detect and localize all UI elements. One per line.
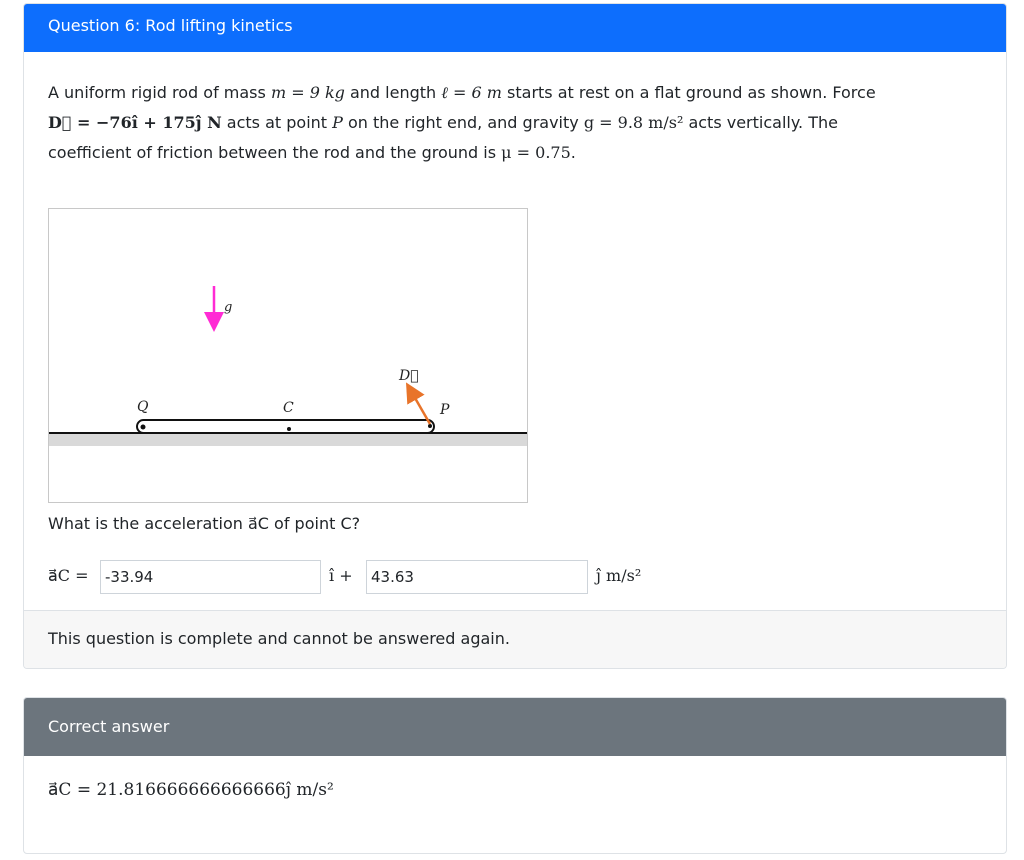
correct-answer-expression: a⃗C = 21.816666666666666ȷ̂ m/s² — [48, 780, 334, 800]
correct-answer-body — [24, 756, 1006, 800]
point-q-marker — [141, 425, 146, 430]
point-p-marker — [428, 424, 432, 428]
statement-text: starts at rest on a flat ground as shown. Force — [501, 83, 876, 102]
statement-text: on the right end, and gravity — [342, 113, 584, 132]
j-component-input[interactable] — [366, 560, 588, 594]
correct-answer-header: Correct answer — [24, 698, 1006, 756]
j-unit-label: ȷ̂ m/s² — [596, 566, 642, 585]
force-label: D⃗ — [399, 368, 419, 384]
completion-status: This question is complete and cannot be answered again. — [24, 610, 1006, 668]
question-body — [24, 78, 1006, 585]
question-statement — [48, 78, 958, 168]
statement-text: acts at point — [221, 113, 333, 132]
rod-diagram — [48, 208, 528, 503]
gravity-expression: g = 9.8 m/s² — [583, 113, 684, 132]
point-p-label: P — [440, 402, 450, 418]
i-unit-label: ı̂ + — [329, 566, 353, 585]
statement-text: coefficient of friction between the rod and the ground is — [48, 143, 502, 162]
statement-text: . — [570, 143, 576, 162]
statement-text: acts vertically. The — [683, 113, 838, 132]
question-prompt: What is the acceleration a⃗C of point C? — [48, 514, 361, 533]
statement-text: A uniform rigid rod of mass — [48, 83, 271, 102]
point-c-marker — [287, 427, 291, 431]
point-label: P — [332, 113, 343, 132]
i-component-input[interactable] — [100, 560, 321, 594]
correct-answer-card — [23, 697, 1007, 854]
rod-diagram-svg — [49, 209, 527, 502]
question-title: Question 6: Rod lifting kinetics — [24, 4, 1006, 52]
rod — [137, 420, 434, 433]
statement-text: and length — [344, 83, 442, 102]
gravity-label: g — [224, 300, 233, 315]
friction-expression: μ = 0.75 — [501, 143, 571, 162]
ground-shading — [49, 434, 527, 446]
length-expression: ℓ = 6 m — [441, 83, 502, 102]
point-c-label: C — [283, 400, 294, 416]
mass-expression: m = 9 kg — [270, 83, 345, 102]
force-expression: D⃗ = −76ı̂ + 175ȷ̂ N — [48, 113, 222, 132]
question-card — [23, 3, 1007, 669]
answer-lhs: a⃗C = — [48, 566, 89, 585]
point-q-label: Q — [137, 399, 149, 415]
